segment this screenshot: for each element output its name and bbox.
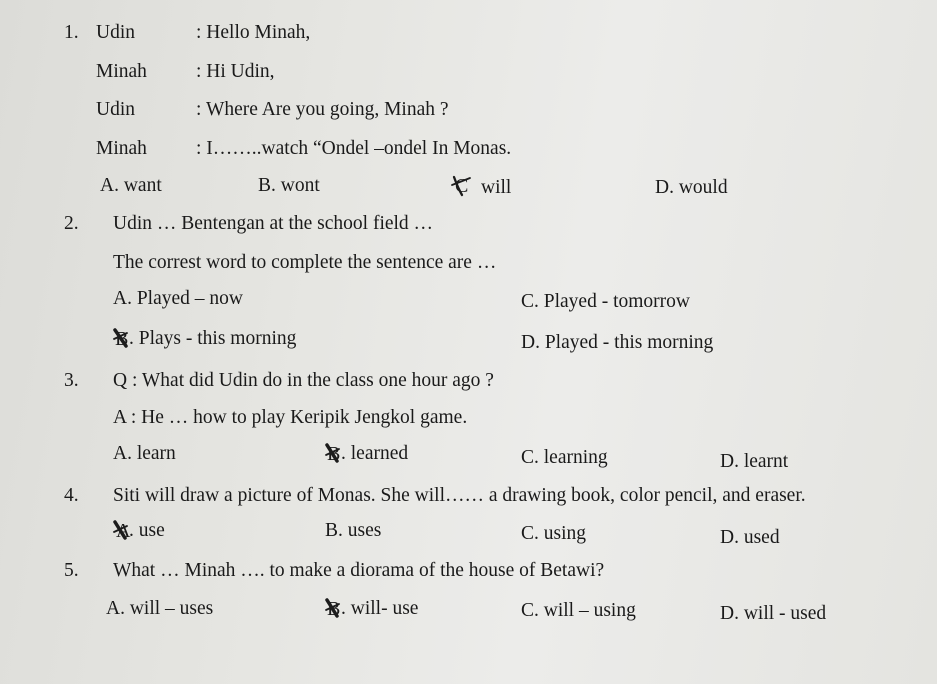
q1-line-4: : I……..watch “Ondel –ondel In Monas. — [196, 138, 512, 159]
q5-option-a: A. will – uses — [106, 598, 214, 619]
q2-number: 2. — [64, 213, 79, 234]
q1-line-1: : Hello Minah, — [196, 22, 311, 43]
q5-option-d: D. will - used — [720, 603, 827, 624]
q2-option-b: . Plays - this morning — [129, 328, 297, 349]
q1-line-3: : Where Are you going, Minah ? — [196, 99, 449, 120]
q5-option-b: . will- use — [341, 598, 419, 619]
q3-option-b-letter: B — [327, 443, 341, 465]
q1-speaker-1: Udin — [96, 22, 135, 43]
q4-option-d: D. used — [720, 527, 780, 548]
q2-option-b-letter: B — [115, 328, 129, 350]
q1-option-c-letter: C — [455, 175, 469, 197]
q1-speaker-4: Minah — [96, 138, 147, 159]
q1-option-a: A. want — [100, 175, 162, 196]
q3-option-b: . learned — [341, 443, 409, 464]
q3-option-c: C. learning — [521, 447, 608, 468]
q3-answer-line: A : He … how to play Keripik Jengkol game. — [113, 407, 468, 428]
q1-speaker-3: Udin — [96, 99, 135, 120]
q1-speaker-2: Minah — [96, 61, 147, 82]
q1-option-d: D. would — [655, 177, 728, 198]
q4-option-b: B. uses — [325, 520, 382, 541]
q5-option-b-letter: B — [327, 598, 341, 620]
q4-text: Siti will draw a picture of Monas. She will…… a drawing book, color pencil, and eraser. — [113, 485, 806, 506]
q2-option-d: D. Played - this morning — [521, 332, 714, 353]
q1-line-2: : Hi Udin, — [196, 61, 275, 82]
q3-number: 3. — [64, 370, 79, 391]
q5-text: What … Minah …. to make a diorama of the house of Betawi? — [113, 560, 605, 581]
q2-subtext: The correst word to complete the sentence are … — [113, 252, 497, 273]
q1-number: 1. — [64, 22, 79, 43]
q2-option-c: C. Played - tomorrow — [521, 291, 690, 312]
q5-number: 5. — [64, 560, 79, 581]
q4-option-a: . use — [129, 520, 165, 541]
q1-option-c: will — [481, 177, 512, 198]
q3-question: Q : What did Udin do in the class one hour ago ? — [113, 370, 494, 391]
q5-option-c: C. will – using — [521, 600, 636, 621]
q2-text: Udin … Bentengan at the school field … — [113, 213, 434, 234]
q4-option-c: C. using — [521, 523, 587, 544]
q4-number: 4. — [64, 485, 79, 506]
q2-option-a: A. Played – now — [113, 288, 243, 309]
q1-option-b: B. wont — [258, 175, 320, 196]
q4-option-a-letter: A — [116, 520, 131, 542]
q3-option-a: A. learn — [113, 443, 176, 464]
q3-option-d: D. learnt — [720, 451, 789, 472]
